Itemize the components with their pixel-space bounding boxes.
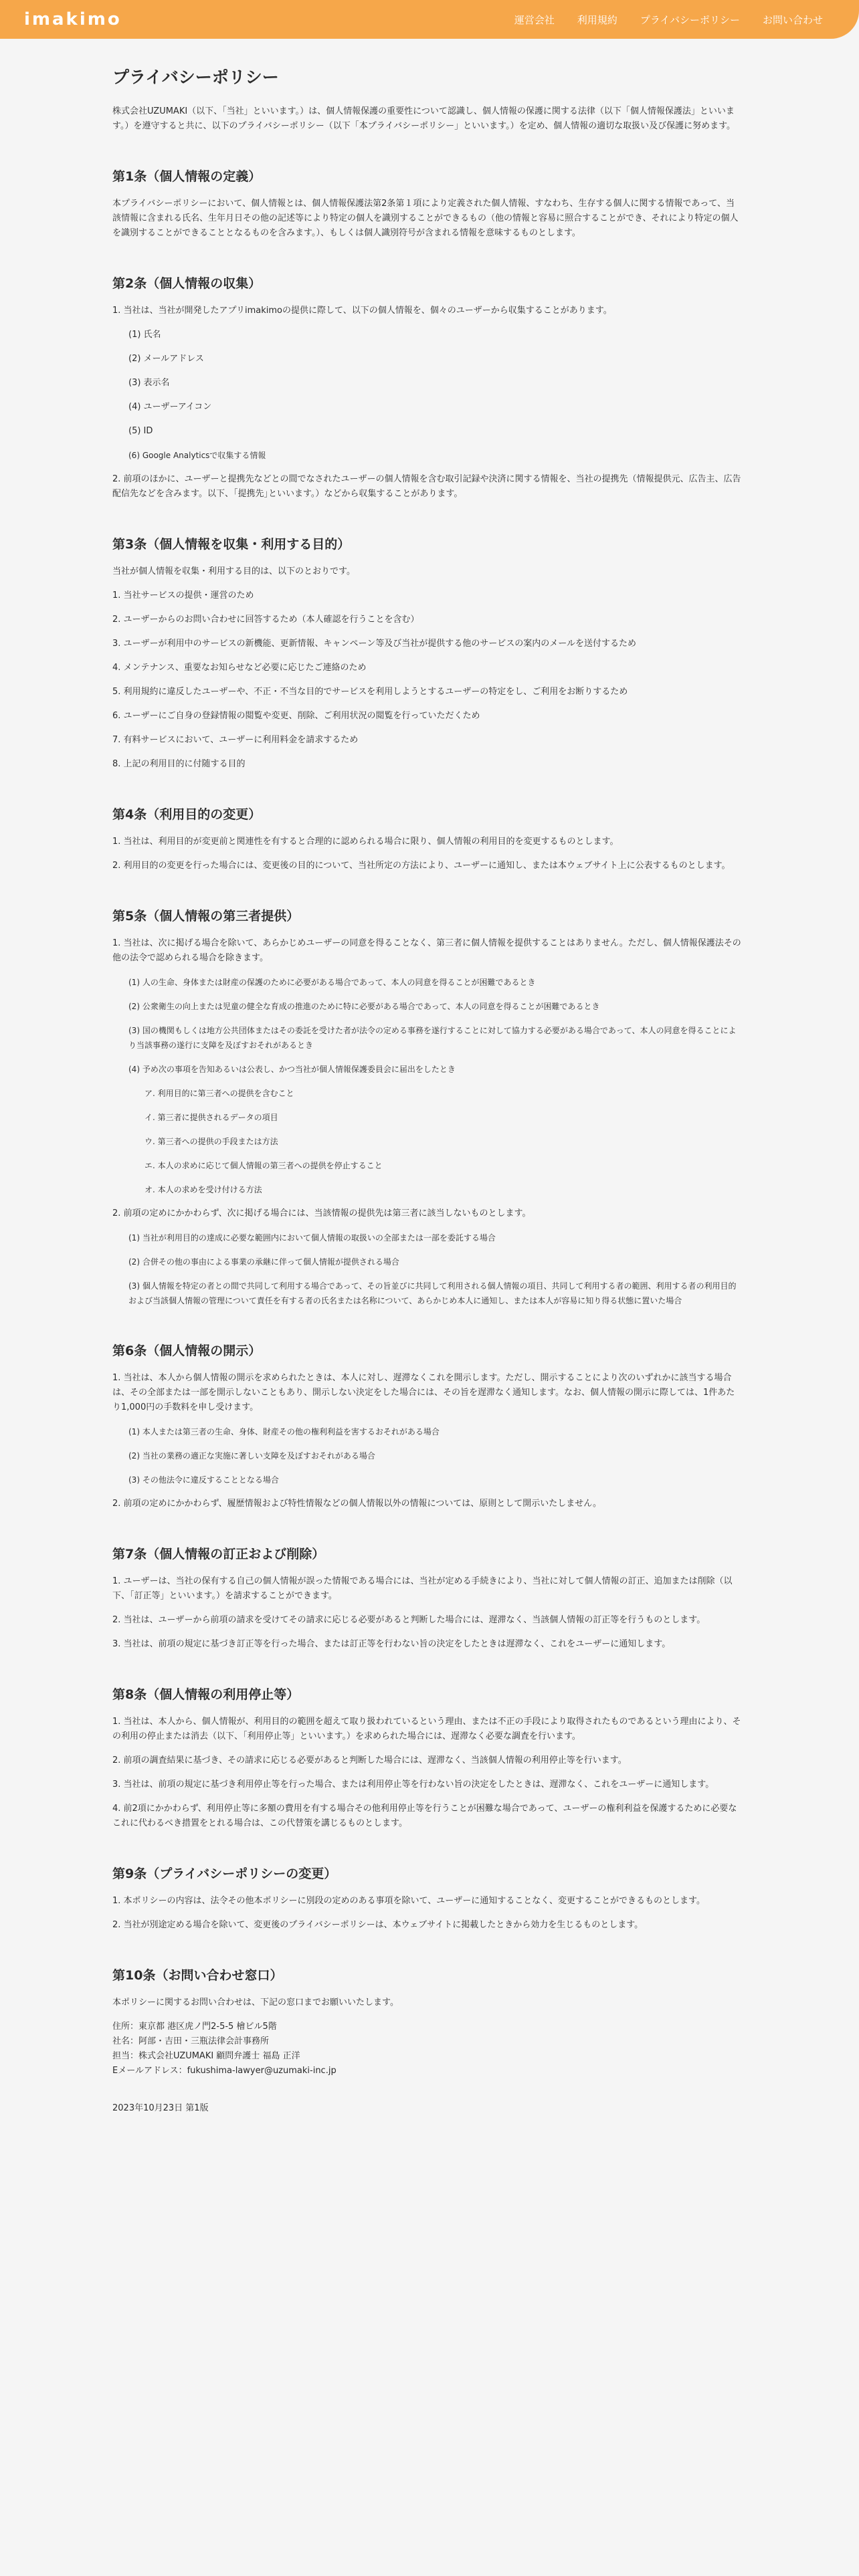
article-5-paragraph: 1. 当社は、次に掲げる場合を除いて、あらかじめユーザーの同意を得ることなく、第三者に個人情報を提供することはありません。ただし、個人情報保護法その他の法令で認められる場合を除きます。 (112, 938, 741, 963)
article-2-title: 第2条（個人情報の収集） (112, 276, 262, 291)
article-7-title: 第7条（個人情報の訂正および削除） (112, 1547, 325, 1562)
list-item: イ. 第三者に提供されるデータの項目 (145, 1113, 278, 1122)
list-item: 1. ユーザーは、当社の保有する自己の個人情報が誤った情報である場合には、当社が定める手続きにより、当社に対して個人情報の訂正、追加または削除（以下、「訂正等」といいます。）を請求することができます。 (112, 1576, 733, 1601)
nav-link-privacy[interactable]: プライバシーポリシー (640, 13, 740, 26)
list-item: 2. 利用目的の変更を行った場合には、変更後の目的について、当社所定の方法により、ユーザーに通知し、または本ウェブサイト上に公表するものとします。 (112, 861, 731, 871)
list-item: 2. 当社が別途定める場合を除いて、変更後のプライバシーポリシーは、本ウェブサイトに掲載したときから効力を生じるものとします。 (112, 1920, 644, 1930)
article-6-paragraph: 2. 前項の定めにかかわらず、履歴情報および特性情報などの個人情報以外の情報については、原則として開示いたしません。 (112, 1499, 602, 1509)
contact-block (112, 2020, 741, 2078)
list-item: (2) 当社の業務の適正な実施に著しい支障を及ぼすおそれがある場合 (128, 1451, 375, 1461)
revision-date: 2023年10月23日 第1版 (112, 2103, 209, 2113)
article-4-title: 第4条（利用目的の変更） (112, 807, 262, 822)
list-item: (2) 合併その他の事由による事業の承継に伴って個人情報が提供される場合 (128, 1257, 399, 1267)
list-item: (3) 表示名 (128, 378, 170, 388)
nav-link-terms[interactable]: 利用規約 (577, 13, 617, 26)
list-item: (1) 本人または第三者の生命、身体、財産その他の権利利益を害するおそれがある場合 (128, 1427, 440, 1436)
article-9-title: 第9条（プライバシーポリシーの変更） (112, 1866, 337, 1881)
list-item: 1. 当社サービスの提供・運営のため (112, 591, 254, 601)
list-item: (6) Google Analyticsで収集する情報 (128, 451, 266, 460)
list-item: 1. 当社は、本人から、個人情報が、利用目的の範囲を超えて取り扱われているという理由、または不正の手段により取得されたものであるという理由により、その利用の停止または消去（以下、「利用停止等」といいます。）を求められた場合には、遅滞なく必要な調査を行います。 (112, 1717, 741, 1741)
list-item: 8. 上記の利用目的に付随する目的 (112, 759, 246, 769)
list-item: 4. メンテナンス、重要なお知らせなど必要に応じたご連絡のため (112, 663, 367, 673)
list-item: (3) 国の機関もしくは地方公共団体またはその委託を受けた者が法令の定める事務を遂行することに対して協力する必要がある場合であって、本人の同意を得ることにより当該事務の遂行に支障を及ぼすおそれがあるとき (128, 1026, 737, 1050)
list-item: (2) メールアドレス (128, 354, 204, 364)
list-item: 1. 当社は、利用目的が変更前と関連性を有すると合理的に認められる場合に限り、個人情報の利用目的を変更するものとします。 (112, 837, 619, 847)
list-item: オ. 本人の求めを受け付ける方法 (145, 1185, 262, 1194)
article-10-title: 第10条（お問い合わせ窓口） (112, 1968, 283, 1983)
contact-address: 住所：東京都 港区虎ノ門2-5-5 檜ビル5階 (112, 2022, 277, 2032)
list-item: ア. 利用目的に第三者への提供を含むこと (145, 1089, 294, 1098)
list-item: (1) 当社が利用目的の達成に必要な範囲内において個人情報の取扱いの全部または一部を委託する場合 (128, 1233, 496, 1243)
article-1-body: 本プライバシーポリシーにおいて、個人情報とは、個人情報保護法第2条第１項により定義された個人情報、すなわち、生存する個人に関する情報であって、当該情報に含まれる氏名、生年月日その他の記述等により特定の個人を識別することができるもの（他の情報と容易に照合することができ、それにより特定の個人を識別することができることとなるものを含みます。）、もしくは個人識別符号が含まれる情報を意味するものとします。 (112, 199, 739, 238)
article-6-paragraph: 1. 当社は、本人から個人情報の開示を求められたときは、本人に対し、遅滞なくこれを開示します。ただし、開示することにより次のいずれかに該当する場合は、その全部または一部を開示しないこともあり、開示しない決定をした場合には、その旨を遅滞なく通知します。なお、個人情報の開示に際しては、1件あたり1,000円の手数料を申し受けます。 (112, 1373, 735, 1412)
article-6-title: 第6条（個人情報の開示） (112, 1344, 262, 1358)
list-item: 3. ユーザーが利用中のサービスの新機能、更新情報、キャンペーン等及び当社が提供する他のサービスの案内のメールを送付するため (112, 639, 637, 649)
list-item: 2. 当社は、ユーザーから前項の請求を受けてその請求に応じる必要があると判断した場合には、遅滞なく、当該個人情報の訂正等を行うものとします。 (112, 1615, 706, 1625)
article-10-lead: 本ポリシーに関するお問い合わせは、下記の窓口までお願いいたします。 (112, 1998, 399, 2008)
contact-person: 担当：株式会社UZUMAKI 顧問弁護士 福島 正洋 (112, 2051, 300, 2061)
list-item: エ. 本人の求めに応じて個人情報の第三者への提供を停止すること (145, 1161, 383, 1170)
policy-content (112, 66, 741, 2125)
list-item: (4) ユーザーアイコン (128, 402, 212, 412)
list-item: 1. 本ポリシーの内容は、法令その他本ポリシーに別段の定めのある事項を除いて、ユーザーに通知することなく、変更することができるものとします。 (112, 1896, 705, 1906)
article-8-title: 第8条（個人情報の利用停止等） (112, 1687, 300, 1702)
list-item: 2. ユーザーからのお問い合わせに回答するため（本人確認を行うことを含む） (112, 615, 419, 625)
list-item: 3. 当社は、前項の規定に基づき訂正等を行った場合、または訂正等を行わない旨の決定をしたときは遅滞なく、これをユーザーに通知します。 (112, 1639, 671, 1649)
list-item: (5) ID (128, 426, 153, 436)
main-nav (492, 13, 823, 27)
nav-link-company[interactable]: 運営会社 (514, 13, 555, 26)
article-5-paragraph: 2. 前項の定めにかかわらず、次に掲げる場合には、当該情報の提供先は第三者に該当しないものとします。 (112, 1208, 531, 1218)
list-item: 3. 当社は、前項の規定に基づき利用停止等を行った場合、または利用停止等を行わない旨の決定をしたときは、遅滞なく、これをユーザーに通知します。 (112, 1780, 714, 1790)
list-item: 4. 前2項にかかわらず、利用停止等に多額の費用を有する場合その他利用停止等を行うことが困難な場合であって、ユーザーの権利利益を保護するために必要なこれに代わるべき措置をとれる場合は、この代替策を講じるものとします。 (112, 1804, 737, 1828)
contact-email[interactable]: Eメールアドレス：fukushima-lawyer@uzumaki-inc.jp (112, 2066, 337, 2076)
list-item: 2. 前項の調査結果に基づき、その請求に応じる必要があると判断した場合には、遅滞なく、当該個人情報の利用停止等を行います。 (112, 1755, 627, 1765)
article-2-paragraph: 2. 前項のほかに、ユーザーと提携先などとの間でなされたユーザーの個人情報を含む取引記録や決済に関する情報を、当社の提携先（情報提供元、広告主、広告配信先などを含みます。以下、｢提携先｣といいます。）などから収集することがあります。 (112, 474, 741, 499)
list-item: 6. ユーザーにご自身の登録情報の閲覧や変更、削除、ご利用状況の閲覧を行っていただくため (112, 711, 480, 721)
article-3-lead: 当社が個人情報を収集・利用する目的は、以下のとおりです。 (112, 566, 355, 576)
list-item: (1) 氏名 (128, 330, 161, 340)
nav-link-contact[interactable]: お問い合わせ (762, 13, 823, 26)
article-1-title: 第1条（個人情報の定義） (112, 169, 262, 184)
article-5-title: 第5条（個人情報の第三者提供） (112, 909, 300, 924)
page-title: プライバシーポリシー (112, 68, 279, 87)
contact-company: 社名：阿部・吉田・三瓶法律会計事務所 (112, 2036, 270, 2046)
list-item: (3) その他法令に違反することとなる場合 (128, 1475, 279, 1485)
list-item: 7. 有料サービスにおいて、ユーザーに利用料金を請求するため (112, 735, 359, 745)
list-item: (3) 個人情報を特定の者との間で共同して利用する場合であって、その旨並びに共同して利用される個人情報の項目、共同して利用する者の範囲、利用する者の利用目的および当該個人情報の管理について責任を有する者の氏名または名称について、あらかじめ本人に通知し、または本人が容易に知り得る状態に置いた場合 (128, 1281, 737, 1305)
site-header (0, 0, 859, 39)
article-3-title: 第3条（個人情報を収集・利用する目的） (112, 537, 351, 552)
site-logo[interactable]: imakimo (24, 9, 122, 29)
list-item: (2) 公衆衛生の向上または児童の健全な育成の推進のために特に必要がある場合であって、本人の同意を得ることが困難であるとき (128, 1002, 600, 1011)
list-item: (4) 予め次の事項を告知あるいは公表し、かつ当社が個人情報保護委員会に届出をしたとき (128, 1065, 456, 1074)
list-item: (1) 人の生命、身体または財産の保護のために必要がある場合であって、本人の同意を得ることが困難であるとき (128, 978, 536, 987)
intro-text: 株式会社UZUMAKI（以下、「当社」といいます。）は、個人情報保護の重要性について認識し、個人情報の保護に関する法律（以下「個人情報保護法」といいます。）を遵守すると共に、以下のプライバシーポリシー（以下「本プライバシーポリシー」といいます。）を定め、個人情報の適切な取扱い及び保護に努めます。 (112, 106, 736, 131)
article-2-paragraph: 1. 当社は、当社が開発したアプリimakimoの提供に際して、以下の個人情報を、個々のユーザーから収集することがあります。 (112, 306, 612, 316)
list-item: 5. 利用規約に違反したユーザーや、不正・不当な目的でサービスを利用しようとするユーザーの特定をし、ご利用をお断りするため (112, 687, 628, 697)
list-item: ウ. 第三者への提供の手段または方法 (145, 1137, 278, 1146)
